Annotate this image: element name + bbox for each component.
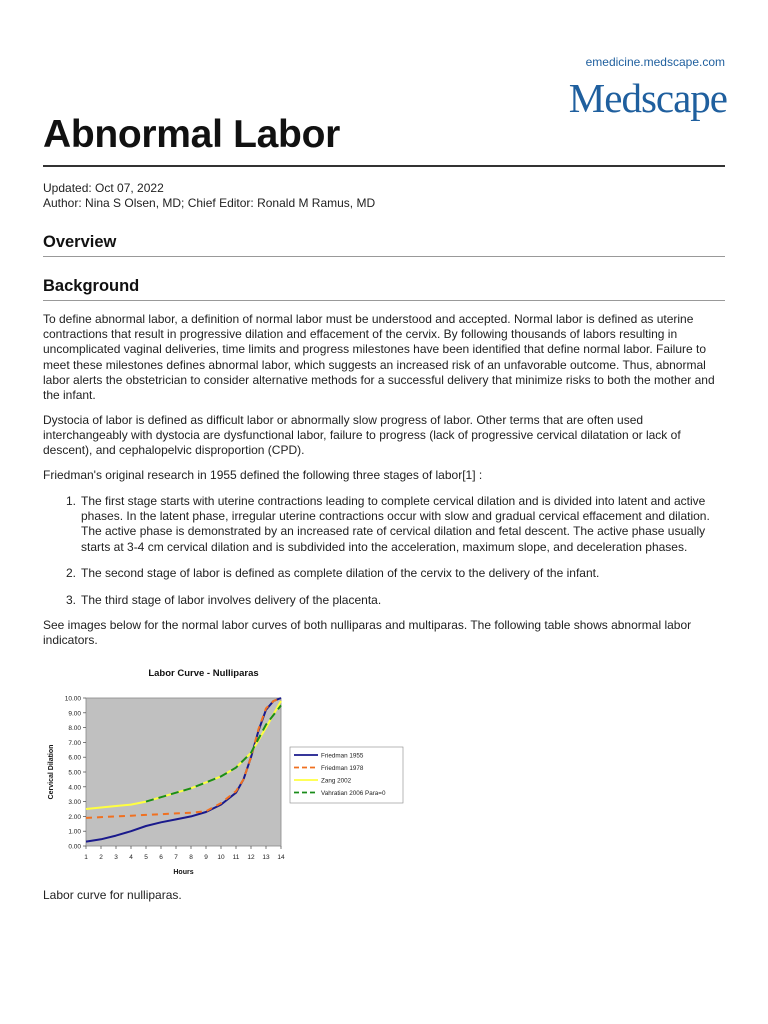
paragraph-friedman [43,468,727,483]
medscape-logo[interactable]: Medscape [568,75,727,121]
x-tick-label: 2 [99,854,103,861]
legend-label: Friedman 1978 [321,764,364,772]
paragraph-text: See images below for the normal labor curves of both nulliparas and multiparas. The following table shows abnormal labor indicators. [43,618,692,648]
list-number: 2. [66,566,77,580]
plot-area [86,698,281,846]
labor-curve-figure[interactable] [43,660,413,880]
x-tick-label: 6 [159,854,163,861]
paragraph-text: Dystocia of labor is defined as difficult labor or abnormally slow progress of labor. Other terms that are often used interchangeably with dystocia are dysfunctional labor, failure to progress (lack of progressive cervical dilatation or lack of descent), and cephalopelvic disproportion (CPD). [43,413,681,458]
list-number: 1. [66,494,77,508]
y-axis-label: Cervical Dilation [48,744,55,800]
title-divider [43,165,725,167]
list-item [66,593,726,608]
x-tick-label: 7 [174,854,178,861]
x-tick-label: 8 [189,854,193,861]
list-text: The third stage of labor involves delivery of the placenta. [81,593,382,607]
x-tick-label: 13 [262,854,270,861]
paragraph-dystocia [43,413,727,459]
author-line: Author: Nina S Olsen, MD; Chief Editor: Ronald M Ramus, MD [43,196,376,210]
background-heading: Background [43,277,140,295]
article-meta [43,181,375,211]
figure-caption: Labor curve for nulliparas. [43,888,182,902]
x-tick-label: 12 [247,854,255,861]
paragraph-text: To define abnormal labor, a definition of normal labor must be understood and accepted. Normal labor is defined as uterine contractions that result in progressive dilation and effacement of the cervix. By following thousands of labors resulting in uncomplicated vaginal deliveries, time limits and progress milestones have been identified that define normal labor. Failure to meet these milestones defines abnormal labor, which suggests an increased risk of an unfavorable outcome. Thus, abnormal labor alerts the obstetrician to consider alternative methods for a successful delivery that minimize risks to both the mother and the infant. [43,312,715,403]
y-tick-label: 8.00 [68,725,81,733]
y-tick-label: 0.00 [68,843,81,851]
y-tick-label: 3.00 [68,799,81,807]
list-number: 3. [66,593,77,607]
x-tick-label: 9 [204,854,208,861]
paragraph-definition [43,312,727,403]
list-text: The second stage of labor is defined as complete dilation of the cervix to the delivery of the infant. [81,566,600,580]
x-tick-label: 11 [232,854,240,861]
paragraph-images-note [43,618,727,648]
x-tick-label: 10 [217,854,225,861]
x-tick-label: 14 [277,854,285,861]
chart-title: Labor Curve - Nulliparas [148,668,259,679]
list-item [66,566,726,581]
x-tick-label: 1 [84,854,88,861]
y-tick-label: 6.00 [68,754,81,762]
labor-curve-chart [43,660,413,880]
y-tick-label: 7.00 [68,739,81,747]
page-title: Abnormal Labor [43,113,340,156]
updated-date: Updated: Oct 07, 2022 [43,181,164,195]
site-url-link[interactable]: emedicine.medscape.com [585,55,725,69]
y-tick-label: 5.00 [68,769,81,777]
x-axis-label: Hours [173,869,194,876]
y-tick-label: 4.00 [68,784,81,792]
list-item [66,494,726,555]
x-tick-label: 3 [114,854,118,861]
y-tick-label: 2.00 [68,813,81,821]
overview-divider [43,256,725,257]
paragraph-text: Friedman's original research in 1955 defined the following three stages of labor[1] : [43,468,483,482]
x-tick-label: 5 [144,854,148,861]
legend-label: Friedman 1955 [321,752,364,760]
list-text: The first stage starts with uterine contractions leading to complete cervical dilation and is divided into latent and active phases. In the latent phase, irregular uterine contractions occur with slow and gradual cervical effacement and dilation. The active phase is demonstrated by an increased rate of cervical dilation and fetal descent. The active phase usually starts at 3-4 cm cervical dilation and is subdivided into the acceleration, maximum slope, and deceleration phases. [81,494,710,554]
y-tick-label: 9.00 [68,710,81,718]
x-tick-label: 4 [129,854,133,861]
y-tick-label: 10.00 [64,695,81,703]
background-divider [43,300,725,301]
y-tick-label: 1.00 [68,828,81,836]
legend-label: Zang 2002 [321,777,352,785]
overview-heading: Overview [43,233,117,251]
legend-label: Vahratian 2006 Para=0 [321,789,386,797]
